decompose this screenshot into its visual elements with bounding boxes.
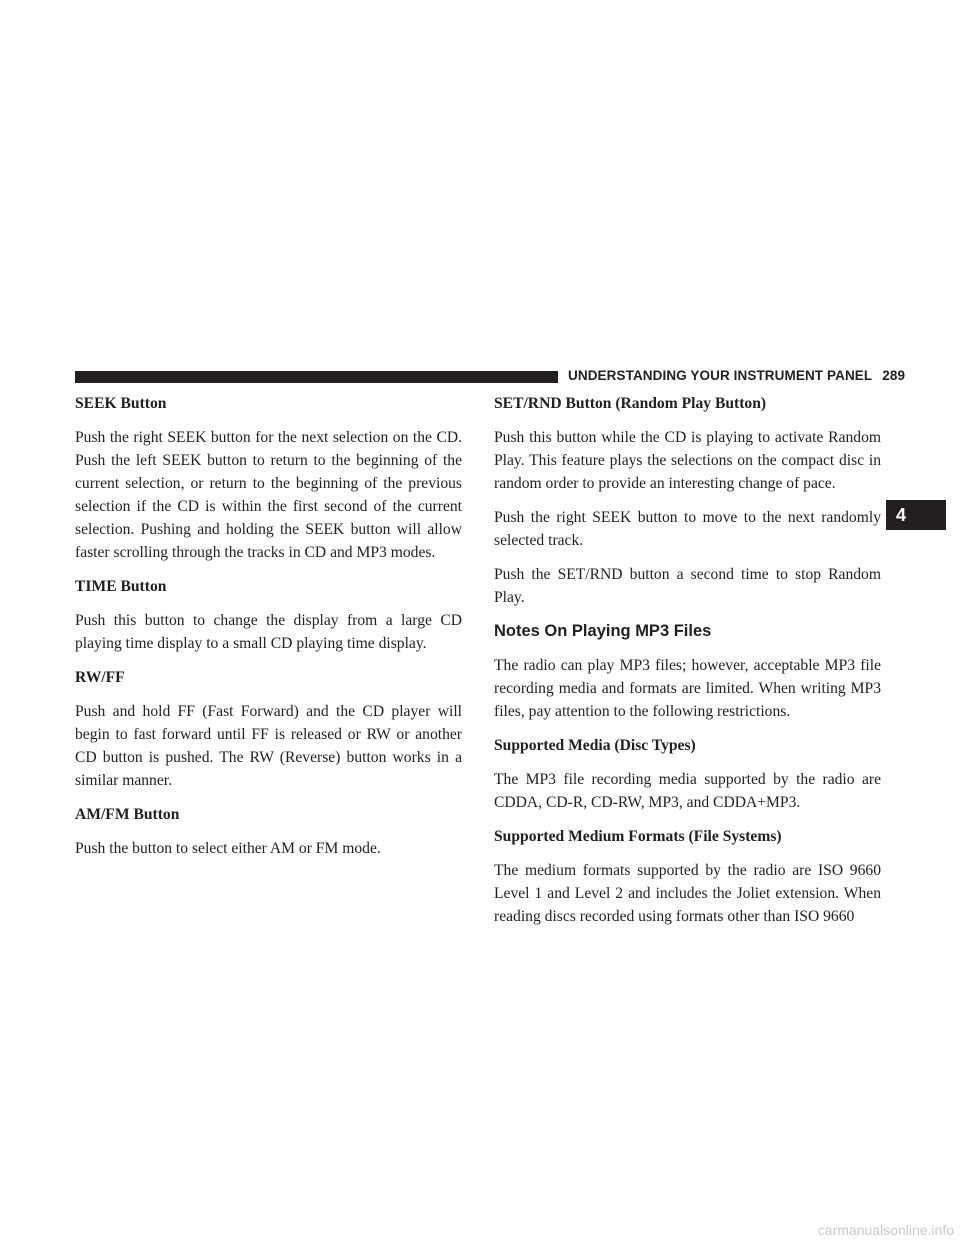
page-number: 289 bbox=[882, 368, 906, 383]
seek-button-heading: SEEK Button bbox=[75, 395, 167, 412]
running-header bbox=[568, 368, 905, 383]
time-button-heading: TIME Button bbox=[75, 578, 167, 595]
setrnd-text-1: Push this button while the CD is playing to activate Random Play. This feature plays the selections on the compact disc in random order to provide an interesting change of pace. bbox=[494, 429, 881, 492]
amfm-button-heading: AM/FM Button bbox=[75, 806, 180, 823]
supported-media-heading: Supported Media (Disc Types) bbox=[494, 737, 696, 754]
setrnd-text-2: Push the right SEEK button to move to the next randomly selected track. bbox=[494, 509, 881, 549]
rwff-text: Push and hold FF (Fast Forward) and the CD player will begin to fast forward until FF is released or RW or another CD button is pushed. The RW (Reverse) button works in a similar manner. bbox=[75, 703, 462, 789]
supported-media-text: The MP3 file recording media supported by the radio are CDDA, CD-R, CD-RW, MP3, and CDDA+MP3. bbox=[494, 771, 881, 811]
header-title: UNDERSTANDING YOUR INSTRUMENT PANEL bbox=[568, 368, 873, 383]
right-column bbox=[494, 392, 881, 939]
supported-formats-text: The medium formats supported by the radio are ISO 9660 Level 1 and Level 2 and includes the Joliet extension. When reading discs recorded using formats other than ISO 9660 bbox=[494, 862, 881, 925]
header-rule bbox=[75, 371, 558, 383]
amfm-button-text: Push the button to select either AM or FM mode. bbox=[75, 840, 381, 857]
mp3-notes-heading: Notes On Playing MP3 Files bbox=[494, 622, 712, 640]
time-button-text: Push this button to change the display from a large CD playing time display to a small CD playing time display. bbox=[75, 612, 462, 652]
mp3-notes-text: The radio can play MP3 files; however, acceptable MP3 file recording media and formats are limited. When writing MP3 files, pay attention to the following restrictions. bbox=[494, 657, 881, 720]
supported-formats-heading: Supported Medium Formats (File Systems) bbox=[494, 828, 782, 845]
chapter-tab: 4 bbox=[886, 500, 946, 530]
setrnd-text-3: Push the SET/RND button a second time to stop Random Play. bbox=[494, 566, 881, 606]
watermark: carmanualsonline.info bbox=[817, 1222, 954, 1238]
left-column bbox=[75, 392, 462, 871]
setrnd-button-heading: SET/RND Button (Random Play Button) bbox=[494, 395, 767, 412]
rwff-heading: RW/FF bbox=[75, 669, 125, 686]
seek-button-text: Push the right SEEK button for the next selection on the CD. Push the left SEEK button to return to the beginning of the current selection, or return to the beginning of the previous selection if the CD is within the first second of the current selection. Pushing and holding the SEEK button will allow faster scrolling through the tracks in CD and MP3 modes. bbox=[75, 429, 462, 561]
